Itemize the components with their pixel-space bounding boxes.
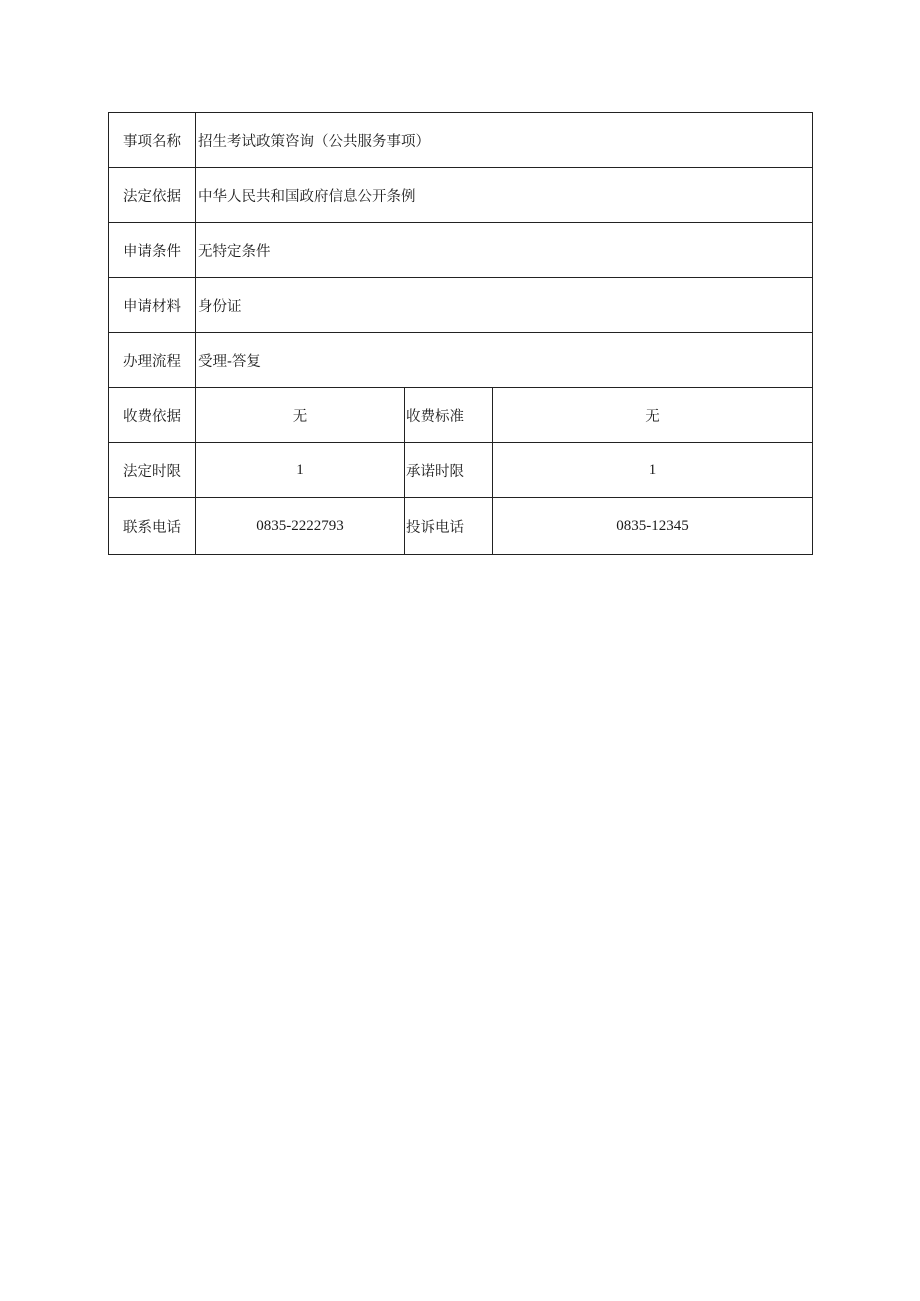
fee-standard-value: 无 — [493, 388, 813, 443]
conditions-label: 申请条件 — [109, 223, 196, 278]
contact-phone-value: 0835-2222793 — [196, 498, 405, 555]
service-item-table — [108, 112, 813, 555]
legal-time-limit-label: 法定时限 — [109, 443, 196, 498]
item-name-value: 招生考试政策咨询（公共服务事项） — [196, 113, 813, 168]
complaint-phone-value: 0835-12345 — [493, 498, 813, 555]
table-row-time-limit — [109, 443, 813, 498]
table-row-fee — [109, 388, 813, 443]
legal-basis-label: 法定依据 — [109, 168, 196, 223]
table-row-process — [109, 333, 813, 388]
contact-phone-label: 联系电话 — [109, 498, 196, 555]
fee-basis-value: 无 — [196, 388, 405, 443]
table-row-contact — [109, 498, 813, 555]
fee-standard-label: 收费标准 — [405, 388, 493, 443]
materials-label: 申请材料 — [109, 278, 196, 333]
process-value: 受理-答复 — [196, 333, 813, 388]
promised-time-limit-label: 承诺时限 — [405, 443, 493, 498]
table-row-legal-basis — [109, 168, 813, 223]
legal-time-limit-value: 1 — [196, 443, 405, 498]
complaint-phone-label: 投诉电话 — [405, 498, 493, 555]
legal-basis-value: 中华人民共和国政府信息公开条例 — [196, 168, 813, 223]
conditions-value: 无特定条件 — [196, 223, 813, 278]
fee-basis-label: 收费依据 — [109, 388, 196, 443]
table-row-item-name — [109, 113, 813, 168]
promised-time-limit-value: 1 — [493, 443, 813, 498]
process-label: 办理流程 — [109, 333, 196, 388]
table-row-conditions — [109, 223, 813, 278]
item-name-label: 事项名称 — [109, 113, 196, 168]
table-row-materials — [109, 278, 813, 333]
materials-value: 身份证 — [196, 278, 813, 333]
